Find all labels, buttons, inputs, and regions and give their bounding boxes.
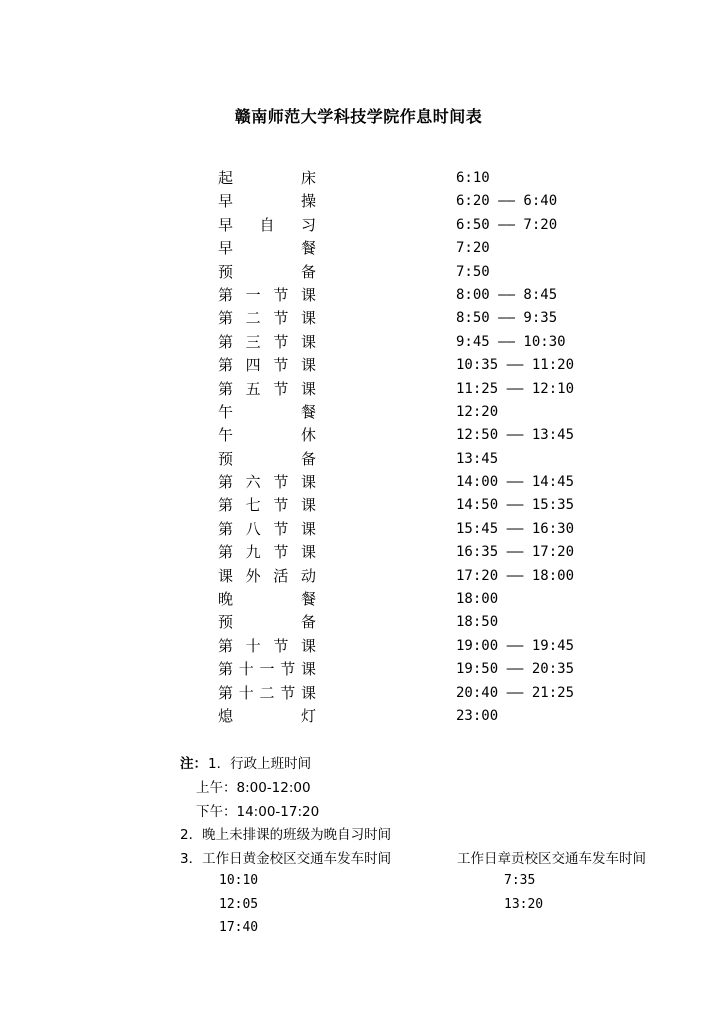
note-item-3-right: 工作日章贡校区交通车发车时间 xyxy=(457,851,646,867)
huangjin-time: 17:40 xyxy=(219,920,259,935)
schedule-activity: 第 四 节 课 xyxy=(218,356,316,375)
schedule-row xyxy=(0,331,717,354)
schedule-row xyxy=(0,284,717,307)
schedule-activity: 午 餐 xyxy=(218,402,316,421)
schedule-time: 6:20 —— 6:40 xyxy=(456,193,558,210)
schedule-row xyxy=(0,190,717,213)
schedule-activity: 起 床 xyxy=(218,169,316,187)
schedule-activity: 晚 餐 xyxy=(218,590,316,609)
schedule-activity: 预 备 xyxy=(218,449,316,468)
schedule-row xyxy=(0,471,717,494)
schedule-activity: 第 九 节 课 xyxy=(218,543,316,562)
schedule-activity: 早 餐 xyxy=(218,239,316,258)
schedule-time: 17:20 —— 18:00 xyxy=(456,567,575,584)
schedule-activity: 第 三 节 课 xyxy=(218,332,316,351)
schedule-activity: 早 自 习 xyxy=(218,215,316,234)
schedule-time: 13:45 xyxy=(456,450,499,467)
schedule-row xyxy=(0,635,717,658)
schedule-row xyxy=(0,378,717,401)
note-item-1: 1．行政上班时间 xyxy=(208,756,312,772)
huangjin-time: 10:10 xyxy=(219,873,259,888)
schedule-time: 14:50 —— 15:35 xyxy=(456,497,575,514)
schedule-activity: 熄 灯 xyxy=(218,706,316,725)
note-morning-hours: 上午：8:00-12:00 xyxy=(196,780,311,796)
schedule-row xyxy=(0,658,717,681)
schedule-row xyxy=(0,214,717,237)
schedule-time: 7:50 xyxy=(456,263,490,280)
schedule-activity: 午 休 xyxy=(218,426,316,445)
schedule-row xyxy=(0,494,717,517)
schedule-activity: 第 七 节 课 xyxy=(218,496,316,515)
schedule-activity: 第 十 二 节 课 xyxy=(218,683,316,702)
schedule-row xyxy=(0,611,717,634)
schedule-time: 6:50 —— 7:20 xyxy=(456,216,558,233)
schedule-row xyxy=(0,448,717,471)
schedule-activity: 第 五 节 课 xyxy=(218,379,316,398)
zhanggong-time: 7:35 xyxy=(504,873,536,888)
schedule-time: 7:20 xyxy=(456,240,490,257)
schedule-time: 10:35 —— 11:20 xyxy=(456,357,575,374)
zhanggong-time: 13:20 xyxy=(504,897,544,912)
schedule-row xyxy=(0,541,717,564)
schedule-time: 8:00 —— 8:45 xyxy=(456,286,558,303)
note-item-2: 2．晚上未排课的班级为晚自习时间 xyxy=(180,827,392,843)
schedule-row xyxy=(0,307,717,330)
schedule-row xyxy=(0,237,717,260)
schedule-time: 6:10 xyxy=(456,170,490,186)
schedule-row xyxy=(0,518,717,541)
schedule-time: 12:50 —— 13:45 xyxy=(456,427,575,444)
schedule-row xyxy=(0,167,717,190)
schedule-time: 18:50 xyxy=(456,614,499,631)
note-item-3: 3．工作日黄金校区交通车发车时间 xyxy=(180,851,392,867)
schedule-row xyxy=(0,424,717,447)
schedule-activity: 第 八 节 课 xyxy=(218,519,316,538)
schedule-time: 19:50 —— 20:35 xyxy=(456,661,575,678)
schedule-row xyxy=(0,705,717,728)
schedule-time: 9:45 —— 10:30 xyxy=(456,333,566,350)
schedule-activity: 课 外 活 动 xyxy=(218,566,316,585)
schedule-row xyxy=(0,565,717,588)
schedule-activity: 第 六 节 课 xyxy=(218,473,316,492)
schedule-time: 8:50 —— 9:35 xyxy=(456,310,558,327)
schedule-time: 14:00 —— 14:45 xyxy=(456,474,575,491)
schedule-time: 16:35 —— 17:20 xyxy=(456,544,575,561)
schedule-time: 20:40 —— 21:25 xyxy=(456,684,575,701)
schedule-row xyxy=(0,588,717,611)
schedule-activity: 第 二 节 课 xyxy=(218,309,316,328)
schedule-row xyxy=(0,682,717,705)
schedule-row xyxy=(0,261,717,284)
schedule-time: 19:00 —— 19:45 xyxy=(456,637,575,654)
schedule-time: 12:20 xyxy=(456,403,499,420)
schedule-row xyxy=(0,401,717,424)
page-title: 赣南师范大学科技学院作息时间表 xyxy=(234,107,483,126)
schedule-activity: 早 操 xyxy=(218,192,316,211)
schedule-table xyxy=(0,167,717,728)
schedule-time: 11:25 —— 12:10 xyxy=(456,380,575,397)
schedule-activity: 预 备 xyxy=(218,262,316,281)
schedule-time: 18:00 xyxy=(456,591,499,608)
schedule-activity: 第 一 节 课 xyxy=(218,285,316,304)
schedule-row xyxy=(0,354,717,377)
notes-prefix: 注： xyxy=(180,756,207,772)
note-afternoon-hours: 下午：14:00-17:20 xyxy=(196,804,320,820)
schedule-activity: 第 十 一 节 课 xyxy=(218,660,316,679)
schedule-time: 23:00 xyxy=(456,707,499,724)
schedule-activity: 预 备 xyxy=(218,613,316,632)
huangjin-time: 12:05 xyxy=(219,897,259,912)
schedule-activity: 第 十 节 课 xyxy=(218,636,316,655)
schedule-time: 15:45 —— 16:30 xyxy=(456,520,575,537)
